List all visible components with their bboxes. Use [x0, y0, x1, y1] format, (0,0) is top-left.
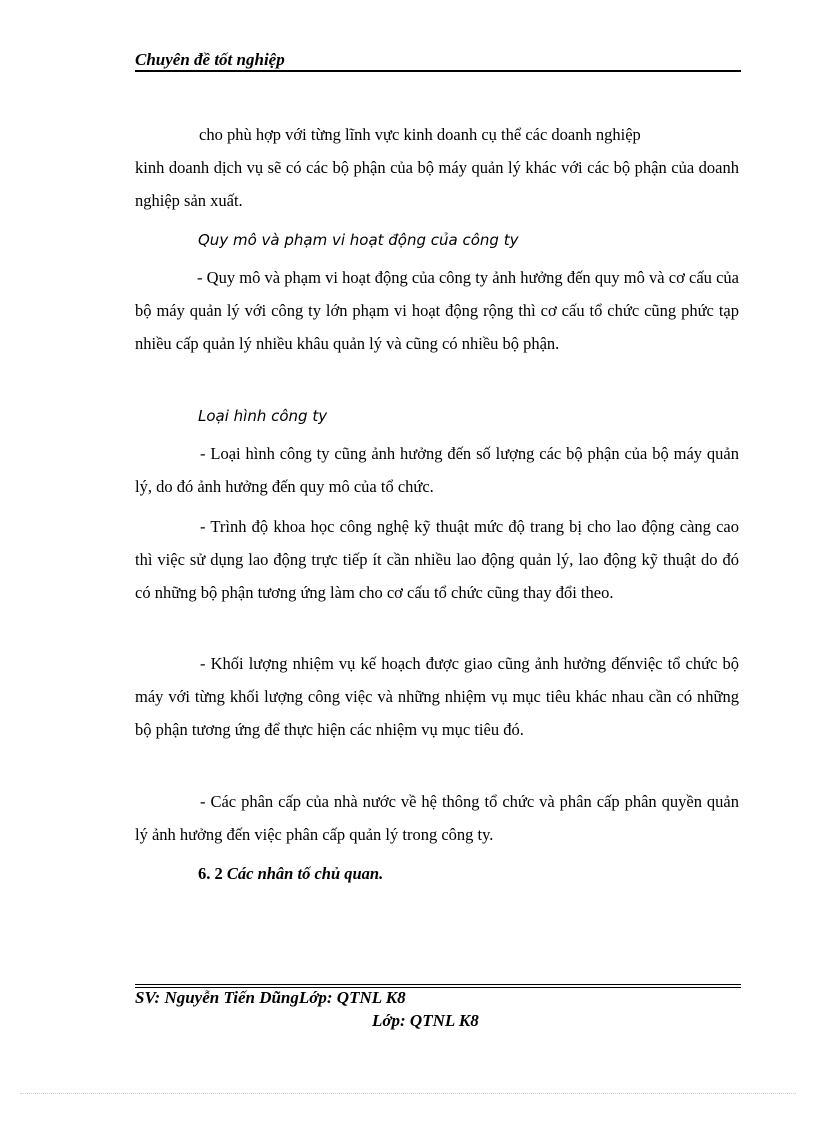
heading-company-type: Loại hình công ty: [198, 407, 328, 425]
paragraph-workload: - Khối lượng nhiệm vụ kế hoạch được giao cũng ảnh hưởng đếnviệc tổ chức bộ máy với từng khối lượng công việc và những nhiệm vụ mục tiêu khác nhau cần có những bộ phận tương ứng để thực hiện các nhiệm vụ mục tiêu đó.: [135, 654, 739, 739]
paragraph-scale-scope: - Quy mô và phạm vi hoạt động của công ty ảnh hưởng đến quy mô và cơ cấu của bộ máy quản lý với công ty lớn phạm vi hoạt động rộng thì cơ cấu tổ chức cũng phức tạp nhiều cấp quản lý nhiều khâu quản lý và cũng có nhiều bộ phận.: [135, 268, 739, 353]
header-rule: [135, 70, 741, 72]
page-bottom-dotted-line: [20, 1093, 796, 1094]
section-number: 6. 2: [198, 864, 223, 883]
header-title: Chuyên đề tốt nghiệp: [135, 50, 285, 69]
section-heading-subjective-factors: [198, 857, 383, 890]
footer-rule-top: [135, 984, 741, 985]
paragraph-state-decentralization: - Các phân cấp của nhà nước về hệ thông tổ chức và phân cấp phân quyền quản lý ảnh hưởng đến việc phân cấp quản lý trong công ty.: [135, 792, 739, 844]
paragraph-technology: - Trình độ khoa học công nghệ kỹ thuật mức độ trang bị cho lao động càng cao thì việc sử dụng lao động trực tiếp ít cần nhiều lao động quản lý, lao động kỹ thuật do đó có những bộ phận tương ứng làm cho cơ cấu tổ chức cũng thay đổi theo.: [135, 517, 739, 602]
heading-scale-scope: Quy mô và phạm vi hoạt động của công ty: [198, 231, 519, 249]
footer-class-info: Lớp: QTNL K8: [372, 1011, 479, 1030]
section-title: Các nhân tố chủ quan.: [226, 864, 384, 883]
footer-student-info: SV: Nguyễn Tiến DũngLớp: QTNL K8: [135, 988, 406, 1007]
paragraph-company-type: - Loại hình công ty cũng ảnh hưởng đến số lượng các bộ phận của bộ máy quản lý, do đó ảnh hưởng đến quy mô của tổ chức.: [135, 444, 739, 496]
paragraph-intro-line1: cho phù hợp với từng lĩnh vực kinh doanh cụ thể các doanh nghiệp: [199, 125, 641, 144]
paragraph-intro-rest: kinh doanh dịch vụ sẽ có các bộ phận của bộ máy quản lý khác với các bộ phận của doanh nghiệp sản xuất.: [135, 158, 739, 210]
